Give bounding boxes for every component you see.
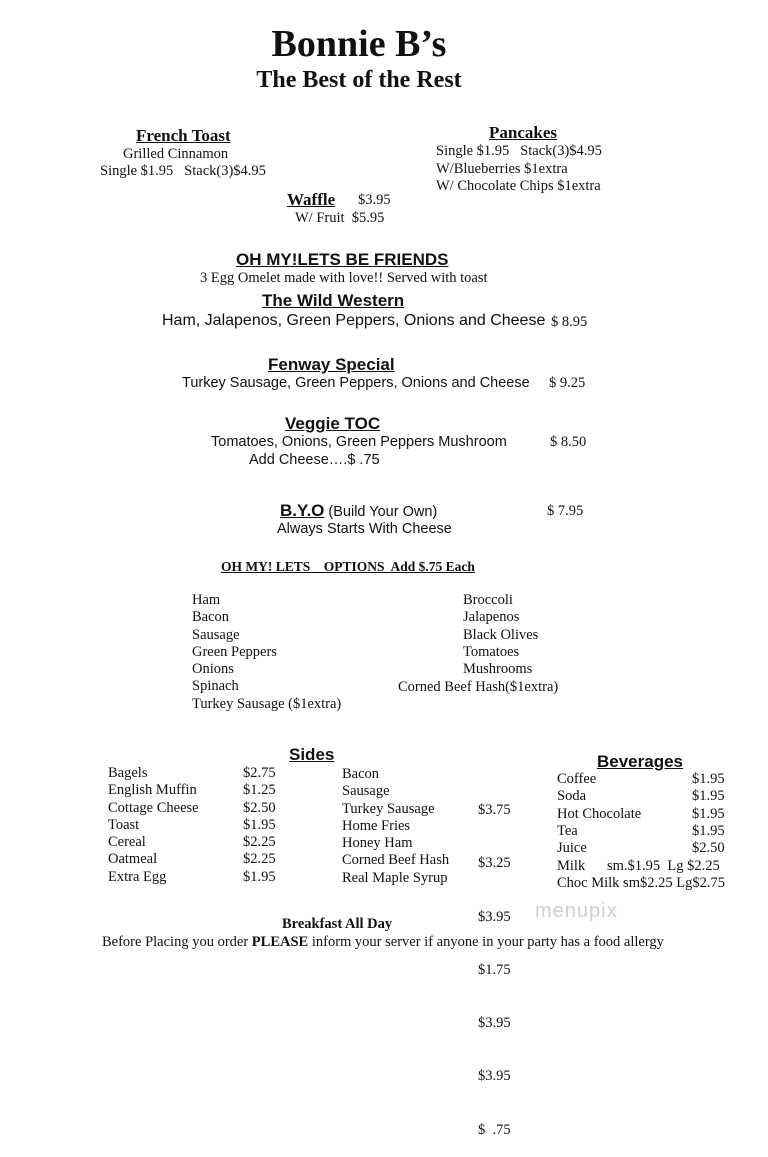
allergy-notice-pre: Before Placing you order	[102, 934, 252, 950]
veggie-name: Veggie TOC	[285, 414, 381, 433]
sides-col1-prices	[243, 765, 276, 886]
sides-col2-prices	[478, 766, 511, 1157]
omelet-description: 3 Egg Omelet made with love!! Served with toast	[200, 270, 488, 286]
beverage-price: $1.95	[692, 771, 725, 787]
beverage-name: Juice	[557, 840, 587, 857]
side-item-price: $3.95	[478, 1015, 511, 1032]
side-item-price: $1.95	[243, 816, 276, 833]
side-item-price: $2.25	[243, 851, 276, 868]
wild-western-price: $ 8.95	[551, 314, 588, 330]
sides-col2-names	[342, 766, 449, 887]
waffle-heading: Waffle	[287, 190, 336, 209]
beverage-price: $1.95	[692, 822, 725, 839]
allergy-notice	[102, 934, 664, 951]
choc-milk-line: Choc Milk sm$2.25 Lg$2.75	[557, 875, 725, 891]
side-item-price: $2.25	[243, 834, 276, 851]
side-item-name: Turkey Sausage	[342, 800, 435, 817]
byo-paren: (Build Your Own)	[328, 504, 438, 520]
beverage-prices	[692, 771, 725, 857]
options-heading: OH MY! LETS OPTIONS Add $.75 Each	[221, 559, 475, 574]
side-item-name: English Muffin	[108, 782, 197, 799]
allergy-notice-post: inform your server if anyone in your party has a food allergy	[308, 934, 664, 950]
side-item-name: Cereal	[108, 834, 146, 851]
side-item-price: $2.75	[243, 765, 276, 781]
list-item: Onions	[192, 661, 234, 678]
side-item-name: Home Fries	[342, 817, 411, 834]
byo-name: B.Y.O	[280, 501, 325, 520]
side-item-price: $2.50	[243, 799, 276, 816]
beverage-price: $2.50	[692, 840, 725, 857]
side-item-name: Bacon	[342, 766, 380, 782]
wild-western-desc: Ham, Jalapenos, Green Peppers, Onions and Cheese	[162, 312, 546, 329]
side-item-price: $1.25	[243, 782, 276, 799]
breakfast-all-day: Breakfast All Day	[282, 916, 393, 932]
side-item-name: Extra Egg	[108, 868, 167, 885]
side-item-name: Cottage Cheese	[108, 799, 199, 816]
list-item: Jalapenos	[463, 609, 520, 626]
pancakes-line2: W/Blueberries $1extra	[436, 161, 568, 177]
list-item: Black Olives	[463, 626, 539, 643]
options-right-list	[463, 592, 538, 678]
side-item-price: $3.95	[478, 908, 511, 925]
side-item-price: $3.25	[478, 855, 511, 872]
milk-line: Milk sm.$1.95 Lg $2.25	[557, 858, 720, 874]
side-item-name: Sausage	[342, 783, 390, 800]
french-toast-line1: Grilled Cinnamon	[123, 146, 229, 162]
side-item-price: $ .75	[478, 1121, 511, 1138]
list-item: Bacon	[192, 609, 230, 626]
pancakes-line1: Single $1.95 Stack(3)$4.95	[436, 143, 602, 159]
side-item-price: $1.95	[243, 868, 276, 885]
veggie-desc: Tomatoes, Onions, Green Peppers Mushroom	[211, 434, 507, 450]
side-item-name: Oatmeal	[108, 851, 158, 868]
fenway-price: $ 9.25	[549, 375, 586, 391]
list-item: Green Peppers	[192, 643, 277, 660]
pancakes-line3: W/ Chocolate Chips $1extra	[436, 178, 601, 194]
tagline: The Best of the Rest	[256, 67, 462, 93]
restaurant-name: Bonnie B’s	[271, 23, 447, 65]
sides-heading: Sides	[289, 745, 335, 764]
beverage-price: $1.95	[692, 788, 725, 805]
list-item: Sausage	[192, 626, 240, 643]
wild-western-name: The Wild Western	[262, 291, 405, 310]
list-item: Corned Beef Hash($1extra)	[398, 679, 559, 695]
omelet-heading: OH MY!LETS BE FRIENDS	[236, 250, 449, 269]
allergy-notice-bold: PLEASE	[251, 934, 309, 950]
list-item: Tomatoes	[463, 643, 520, 660]
side-item-name: Corned Beef Hash	[342, 852, 450, 869]
sides-col1-names	[108, 765, 199, 886]
list-item: Mushrooms	[463, 661, 533, 678]
side-item-price: $3.95	[478, 1068, 511, 1085]
beverage-names	[557, 771, 641, 857]
beverage-name: Hot Chocolate	[557, 805, 642, 822]
beverage-name: Coffee	[557, 771, 597, 787]
byo-title	[280, 501, 437, 521]
side-item-name: Bagels	[108, 765, 148, 781]
side-item-price: $3.75	[478, 802, 511, 818]
veggie-extra: Add Cheese….$ .75	[249, 452, 380, 468]
list-item: Spinach	[192, 678, 239, 695]
veggie-price: $ 8.50	[550, 434, 587, 450]
list-item: Turkey Sausage ($1extra)	[192, 695, 342, 712]
side-item-price: $1.75	[478, 961, 511, 978]
side-item-name: Toast	[108, 816, 140, 833]
fenway-desc: Turkey Sausage, Green Peppers, Onions and Cheese	[182, 375, 530, 391]
options-left-list	[192, 592, 341, 713]
fenway-name: Fenway Special	[268, 355, 395, 374]
side-item-name: Honey Ham	[342, 835, 413, 852]
byo-desc: Always Starts With Cheese	[277, 521, 452, 537]
french-toast-heading: French Toast	[136, 126, 231, 145]
list-item: Ham	[192, 592, 221, 608]
waffle-fruit: W/ Fruit $5.95	[295, 210, 385, 226]
beverage-price: $1.95	[692, 805, 725, 822]
french-toast-line2: Single $1.95 Stack(3)$4.95	[100, 163, 266, 179]
menupix-watermark: menupix	[535, 900, 618, 922]
waffle-price: $3.95	[358, 192, 391, 208]
side-item-name: Real Maple Syrup	[342, 869, 448, 886]
beverage-name: Soda	[557, 788, 586, 805]
pancakes-heading: Pancakes	[489, 123, 557, 142]
beverage-name: Tea	[557, 822, 578, 839]
byo-price: $ 7.95	[547, 503, 584, 519]
beverages-heading: Beverages	[597, 752, 684, 771]
list-item: Broccoli	[463, 592, 513, 608]
